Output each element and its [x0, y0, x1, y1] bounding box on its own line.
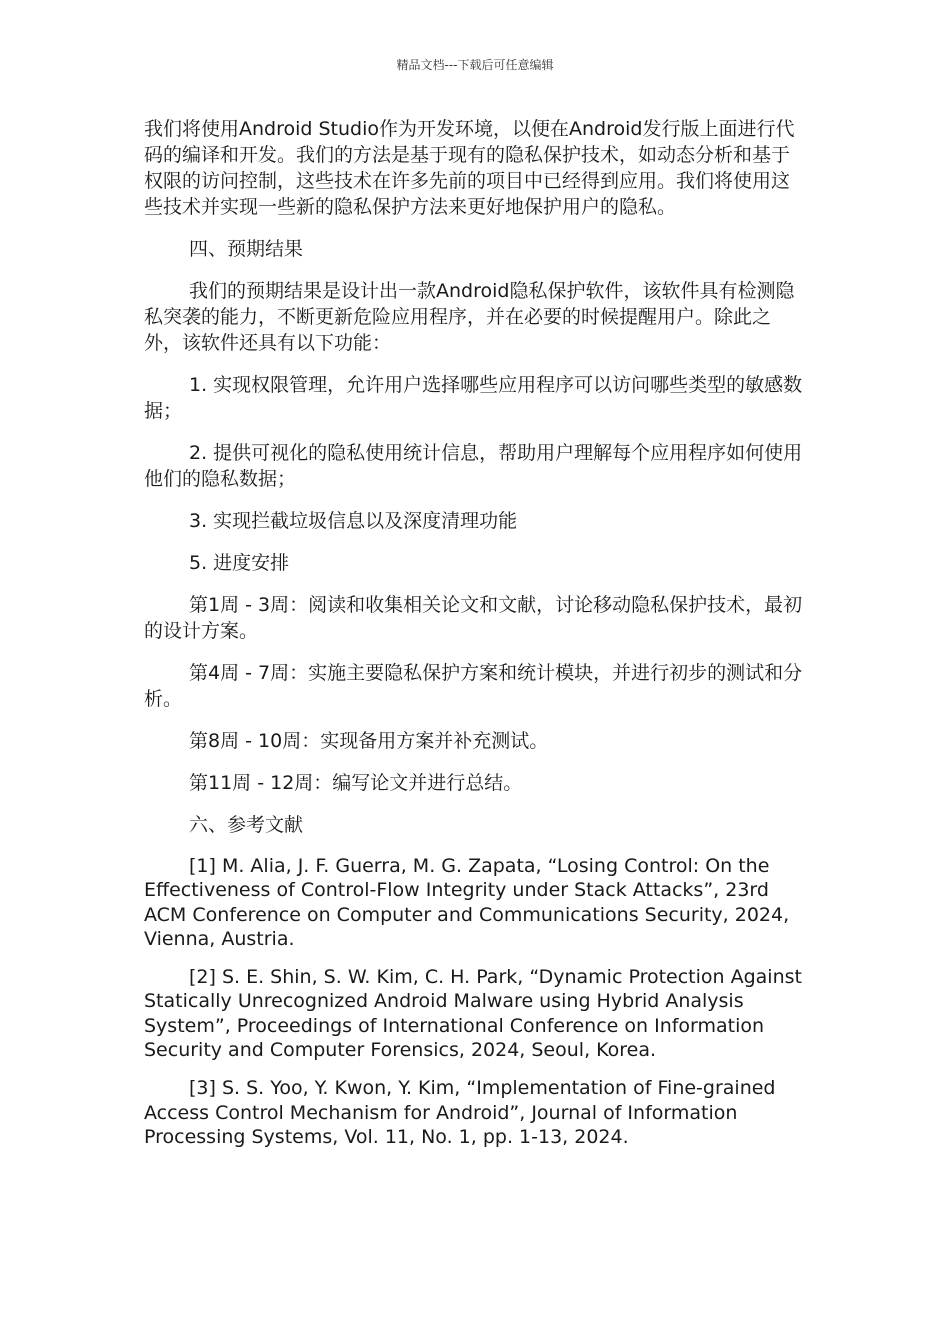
list-item-visual-statistics: 2. 提供可视化的隐私使用统计信息，帮助用户理解每个应用程序如何使用他们的隐私数据； [144, 442, 803, 490]
paragraph-dev-environment: 我们将使用Android Studio作为开发环境，以便在Android发行版上面进行代码的编译和开发。我们的方法是基于现有的隐私保护技术，如动态分析和基于权限的访问控制，这些技术在许多先前的项目中已经得到应用。我们将使用这些技术并实现一些新的隐私保护方法来更好地保护用户的隐私。 [144, 118, 795, 218]
reference-item-2: [2] S. E. Shin, S. W. Kim, C. H. Park, “Dynamic Protection Against Statically Unrecognized Android Malware using Hybrid Analysis System”, Proceedings of International Conference on Information Security and Computer Forensics, 2024, Seoul, Korea. [144, 966, 802, 1062]
paragraph-expected-results: 我们的预期结果是设计出一款Android隐私保护软件，该软件具有检测隐私突袭的能力，不断更新危险应用程序，并在必要的时候提醒用户。除此之外，该软件还具有以下功能： [144, 280, 795, 354]
schedule-item-week-11-12: 第11周 - 12周：编写论文并进行总结。 [189, 772, 523, 794]
list-item-permission-management: 1. 实现权限管理，允许用户选择哪些应用程序可以访问哪些类型的敏感数据； [144, 374, 803, 422]
list-item-spam-blocking: 3. 实现拦截垃圾信息以及深度清理功能 [189, 510, 518, 532]
section-heading-expected-results: 四、预期结果 [189, 238, 304, 260]
document-body [144, 116, 806, 1163]
page-header: 精品文档---下载后可任意编辑 [396, 58, 554, 72]
schedule-item-week-4-7: 第4周 - 7周：实施主要隐私保护方案和统计模块，并进行初步的测试和分析。 [144, 662, 803, 710]
reference-item-3: [3] S. S. Yoo, Y. Kwon, Y. Kim, “Implementation of Fine-grained Access Control Mechanism for Android”, Journal of Information Processing Systems, Vol. 11, No. 1, pp. 1-13, 2024. [144, 1077, 776, 1148]
schedule-item-week-1-3: 第1周 - 3周：阅读和收集相关论文和文献，讨论移动隐私保护技术，最初的设计方案。 [144, 594, 803, 642]
reference-item-1: [1] M. Alia, J. F. Guerra, M. G. Zapata, “Losing Control: On the Effectiveness of Control-Flow Integrity under Stack Attacks”, 23rd ACM Conference on Computer and Communications Security, 2024, Vienna, Austria. [144, 855, 790, 950]
section-heading-schedule: 5. 进度安排 [189, 552, 290, 574]
section-heading-references: 六、参考文献 [189, 814, 304, 836]
schedule-item-week-8-10: 第8周 - 10周：实现备用方案并补充测试。 [189, 730, 549, 752]
